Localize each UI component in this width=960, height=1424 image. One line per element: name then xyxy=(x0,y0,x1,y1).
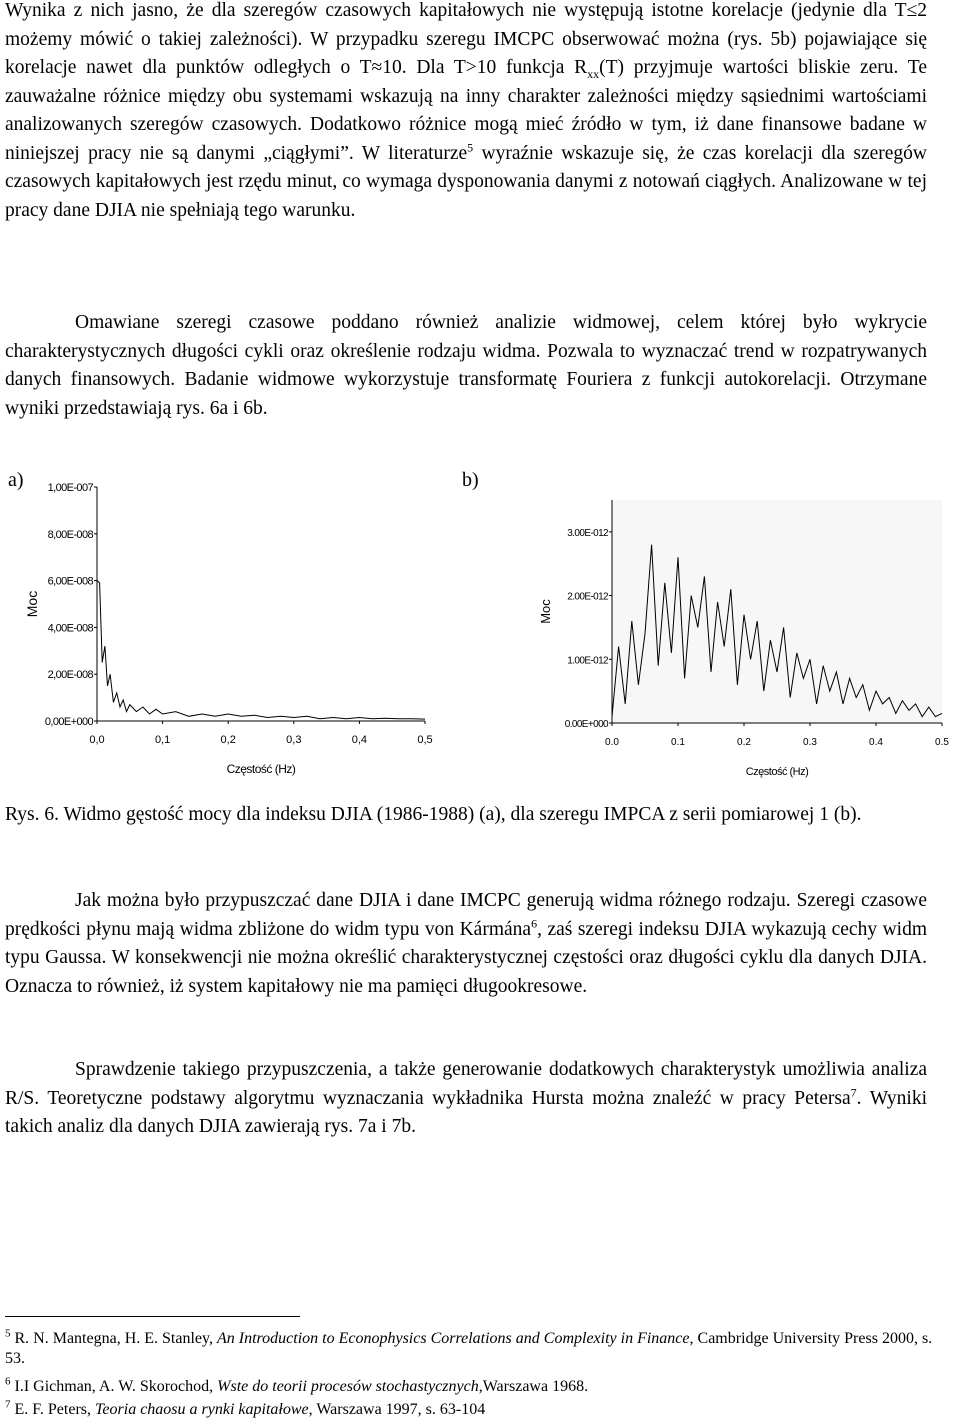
chart-a xyxy=(5,470,445,780)
chart-b xyxy=(530,470,960,780)
x-tick-label: 0.5 xyxy=(935,737,949,748)
y-tick-label: 2.00E-012 xyxy=(567,591,608,603)
figure-label-a: a) xyxy=(8,469,24,491)
leq-symbol: ≤ xyxy=(906,0,918,21)
y-tick-label: 0,00E+000 xyxy=(44,716,93,728)
x-tick-label: 0,3 xyxy=(286,734,302,746)
footnote-5: $^5$ R. N. Mantegna, H. E. Stanley, An Introduction to Econophysics Correlations and Complexity in Finance, Cambridge University Press 2000, s. 53. xyxy=(5,1327,933,1367)
x-tick-label: 0.0 xyxy=(605,737,619,748)
x-tick-label: 0.1 xyxy=(671,737,685,748)
footnote-7: $^7$ E. F. Peters, Teoria chaosu a rynki kapitałowe, Warszawa 1997, s. 63-104 xyxy=(5,1398,486,1418)
x-tick-label: 0.4 xyxy=(869,737,883,748)
x-tick-label: 0,4 xyxy=(351,734,368,746)
y-tick-label: 8,00E-008 xyxy=(47,528,93,541)
plot-area xyxy=(612,500,942,723)
footnote-rule xyxy=(5,1316,300,1317)
y-axis-label: Moc xyxy=(24,590,40,618)
y-tick-label: 3.00E-012 xyxy=(567,527,608,539)
x-tick-label: 0,5 xyxy=(417,734,433,746)
x-tick-label: 0,2 xyxy=(220,734,236,746)
y-tick-label: 0.00E+000 xyxy=(564,719,608,730)
x-tick-label: 0.2 xyxy=(737,737,751,748)
x-axis-label: Częstość (Hz) xyxy=(226,762,296,776)
figure-caption: Rys. 6. Widmo gęstość mocy dla indeksu DJIA (1986-1988) (a), dla szeregu IMPCA z serii pomiarowej 1 (b). xyxy=(5,804,862,825)
footnote-6: $^6$ I.I Gichman, A. W. Skorochod, Wste do teorii procesów stochastycznych,Warszawa 1968. xyxy=(5,1375,589,1395)
y-tick-label: 6,00E-008 xyxy=(47,575,93,588)
approx-symbol: ≈ xyxy=(371,57,383,78)
footnote-ref-7: 7 xyxy=(850,1085,857,1099)
paragraph-1: Wynika z nich jasno, że dla szeregów czasowych kapitałowych nie występują istotne korelacje (jedynie dla T≤2 możemy mówić o takiej zależności). W przypadku szeregu IMCPC obserwować można (rys. 5b) pojawiające się korelacje nawet dla punktów odległych o T≈10. Dla T>10 funkcja $R_{xx}(T)$ przyjmuje wartości bliskie zeru. Te zauważalne różnice między obu systemami wskazują na inny charakter zależności między sąsiednimi wartościami analizowanych szeregów czasowych. Dodatkowo różnice mogą mieć źródło w tym, iż dane finansowe badane w niniejszej pracy nie są danymi „ciągłymi”. W literaturze$^5$ wyraźnie wskazuje się, że czas korelacji dla szeregów czasowych kapitałowych jest rzędu minut, co wymaga dysponowania danymi z notowań ciągłych. Analizowane w tej pracy dane DJIA nie spełniają tego warunku. xyxy=(5,0,927,221)
footnote-ref-6: 6 xyxy=(531,916,538,930)
paragraph-2: Omawiane szeregi czasowe poddano również analizie widmowej, celem której było wykrycie charakterystycznych długości cykli oraz określenie rodzaju widma. Pozwala to wyznaczać trend w rozpatrywanych danych finansowych. Badanie widmowe wykorzystuje transformatę Fouriera z funkcji autokorelacji. Otrzymane wyniki przedstawiają rys. 6a i 6b. xyxy=(5,312,927,419)
figure-label-b: b) xyxy=(462,469,479,491)
x-axis-label: Częstość (Hz) xyxy=(745,766,809,778)
paragraph-4: Sprawdzenie takiego przypuszczenia, a także generowanie dodatkowych charakterystyk umożliwia analiza R/S. Teoretyczne podstawy algorytmu wyznaczania wykładnika Hursta można znaleźć w pracy Petersa$^7$. Wyniki takich analiz dla danych DJIA zawierają rys. 7a i 7b. xyxy=(5,1059,928,1137)
subscript-xx: xx xyxy=(587,66,600,81)
y-tick-label: 4,00E-008 xyxy=(47,622,93,635)
paragraph-3: Jak można było przypuszczać dane DJIA i dane IMCPC generują widma różnego rodzaju. Szeregi czasowe prędkości płynu mają widma zbliżone do widm typu von Kármána$^6$, zaś szeregi indeksu DJIA wykazują cechy widm typu Gaussa. W konsekwencji nie można określić charakterystycznej częstości oraz długości cyklu dla danych DJIA. Oznacza to również, iż system kapitałowy nie ma pamięci długookresowe. xyxy=(5,890,927,997)
footnote-ref-5: 5 xyxy=(467,140,474,154)
x-tick-label: 0,1 xyxy=(154,734,171,746)
y-axis-label: Moc xyxy=(538,599,553,624)
series-line-djia xyxy=(97,581,425,720)
y-tick-label: 1.00E-012 xyxy=(567,655,608,667)
x-tick-label: 0,0 xyxy=(89,734,105,746)
x-tick-label: 0.3 xyxy=(803,737,817,748)
y-tick-label: 1,00E-007 xyxy=(47,482,93,494)
y-tick-label: 2,00E-008 xyxy=(47,669,93,682)
